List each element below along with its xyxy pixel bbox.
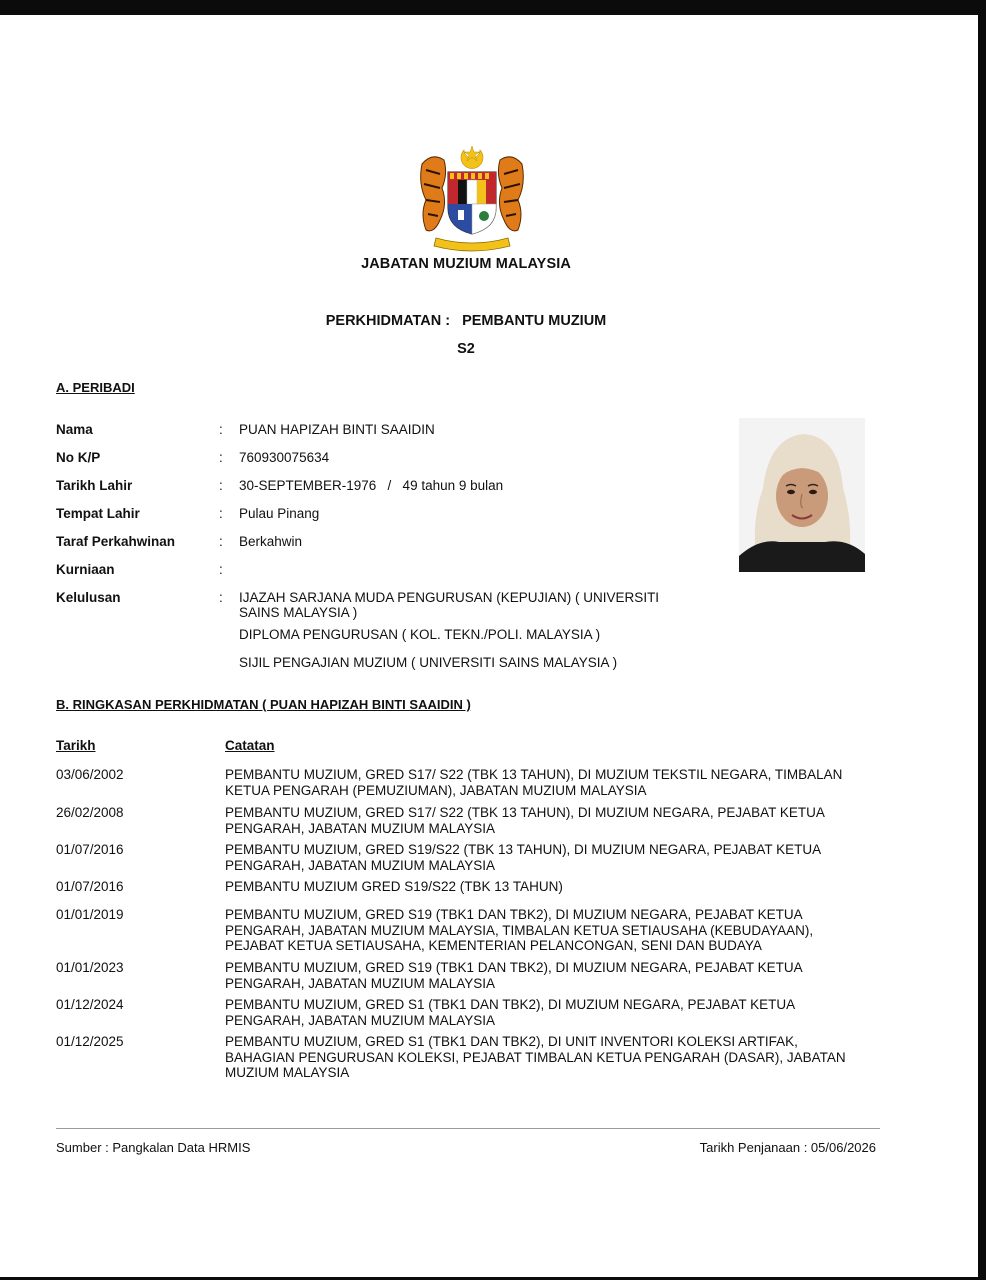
footer-divider [56, 1128, 880, 1129]
field-value: Berkahwin [239, 534, 303, 549]
history-note: PEMBANTU MUZIUM, GRED S17/ S22 (TBK 13 TAHUN), DI MUZIUM NEGARA, PEJABAT KETUA PENGARAH, JABATAN MUZIUM MALAYSIA [225, 805, 825, 836]
field-label: Tempat Lahir [56, 506, 140, 521]
field-value: PUAN HAPIZAH BINTI SAAIDIN [239, 422, 435, 437]
field-colon: : [219, 590, 223, 605]
column-header-date: Tarikh [56, 738, 96, 753]
section-a-title: A. PERIBADI [56, 380, 135, 395]
profile-photo [739, 418, 865, 572]
history-note: PEMBANTU MUZIUM, GRED S19/S22 (TBK 13 TAHUN), DI MUZIUM NEGARA, PEJABAT KETUA PENGARAH, JABATAN MUZIUM MALAYSIA [225, 842, 821, 873]
history-date: 26/02/2008 [56, 805, 124, 820]
field-label: Nama [56, 422, 93, 437]
field-value: 30-SEPTEMBER-1976 / 49 tahun 9 bulan [239, 478, 504, 493]
field-colon: : [219, 534, 223, 549]
field-value: IJAZAH SARJANA MUDA PENGURUSAN (KEPUJIAN) ( UNIVERSITI SAINS MALAYSIA ) [239, 590, 660, 620]
history-note: PEMBANTU MUZIUM, GRED S19 (TBK1 DAN TBK2), DI MUZIUM NEGARA, PEJABAT KETUA PENGARAH, JABATAN MUZIUM MALAYSIA, TIMBALAN KETUA SETIAUSAHA (KEBUDAYAAN), PEJABAT KETUA SETIAUSAHA, KEMENTERIAN PELANCONGAN, SENI DAN BUDAYA [225, 907, 814, 954]
footer-source: Sumber : Pangkalan Data HRMIS [56, 1140, 251, 1155]
history-date: 01/07/2016 [56, 842, 124, 857]
history-date: 03/06/2002 [56, 767, 124, 782]
coat-of-arms-logo [414, 144, 530, 254]
history-date: 01/07/2016 [56, 879, 124, 894]
field-label: Taraf Perkahwinan [56, 534, 176, 549]
field-label: Kelulusan [56, 590, 121, 605]
history-date: 01/01/2023 [56, 960, 124, 975]
field-value: 760930075634 [239, 450, 330, 465]
column-header-note: Catatan [225, 738, 275, 753]
field-label: Kurniaan [56, 562, 115, 577]
history-note: PEMBANTU MUZIUM, GRED S1 (TBK1 DAN TBK2), DI MUZIUM NEGARA, PEJABAT KETUA PENGARAH, JABATAN MUZIUM MALAYSIA [225, 997, 795, 1028]
field-colon: : [219, 422, 223, 437]
field-colon: : [219, 450, 223, 465]
field-label: Tarikh Lahir [56, 478, 133, 493]
agency-name: JABATAN MUZIUM MALAYSIA [361, 256, 571, 272]
field-label: No K/P [56, 450, 101, 465]
document-page [0, 15, 978, 1277]
field-value: Pulau Pinang [239, 506, 320, 521]
footer-generated-date: Tarikh Penjanaan : 05/06/2026 [699, 1140, 876, 1155]
history-note: PEMBANTU MUZIUM, GRED S19 (TBK1 DAN TBK2), DI MUZIUM NEGARA, PEJABAT KETUA PENGARAH, JABATAN MUZIUM MALAYSIA [225, 960, 802, 991]
history-note: PEMBANTU MUZIUM, GRED S17/ S22 (TBK 13 TAHUN), DI MUZIUM TEKSTIL NEGARA, TIMBALAN KETUA PENGARAH (PEMUZIUMAN), JABATAN MUZIUM MALAYSIA [225, 767, 843, 798]
qualification-item: DIPLOMA PENGURUSAN ( KOL. TEKN./POLI. MALAYSIA ) [239, 627, 601, 642]
history-date: 01/01/2019 [56, 907, 124, 922]
service-grade: S2 [457, 341, 475, 357]
history-note: PEMBANTU MUZIUM GRED S19/S22 (TBK 13 TAHUN) [225, 879, 563, 894]
service-heading [0, 313, 932, 329]
field-colon: : [219, 478, 223, 493]
history-note: PEMBANTU MUZIUM, GRED S1 (TBK1 DAN TBK2), DI UNIT INVENTORI KOLEKSI ARTIFAK, BAHAGIAN PENGURUSAN KOLEKSI, PEJABAT TIMBALAN KETUA PENGARAH (DASAR), JABATAN MUZIUM MALAYSIA [225, 1034, 846, 1081]
qualification-item: SIJIL PENGAJIAN MUZIUM ( UNIVERSITI SAINS MALAYSIA ) [239, 655, 618, 670]
service-label: PERKHIDMATAN : [325, 313, 451, 329]
section-b-title: B. RINGKASAN PERKHIDMATAN ( PUAN HAPIZAH BINTI SAAIDIN ) [56, 697, 471, 712]
field-colon: : [219, 562, 223, 577]
service-value: PEMBANTU MUZIUM [462, 313, 607, 329]
field-colon: : [219, 506, 223, 521]
history-date: 01/12/2024 [56, 997, 124, 1012]
history-date: 01/12/2025 [56, 1034, 124, 1049]
